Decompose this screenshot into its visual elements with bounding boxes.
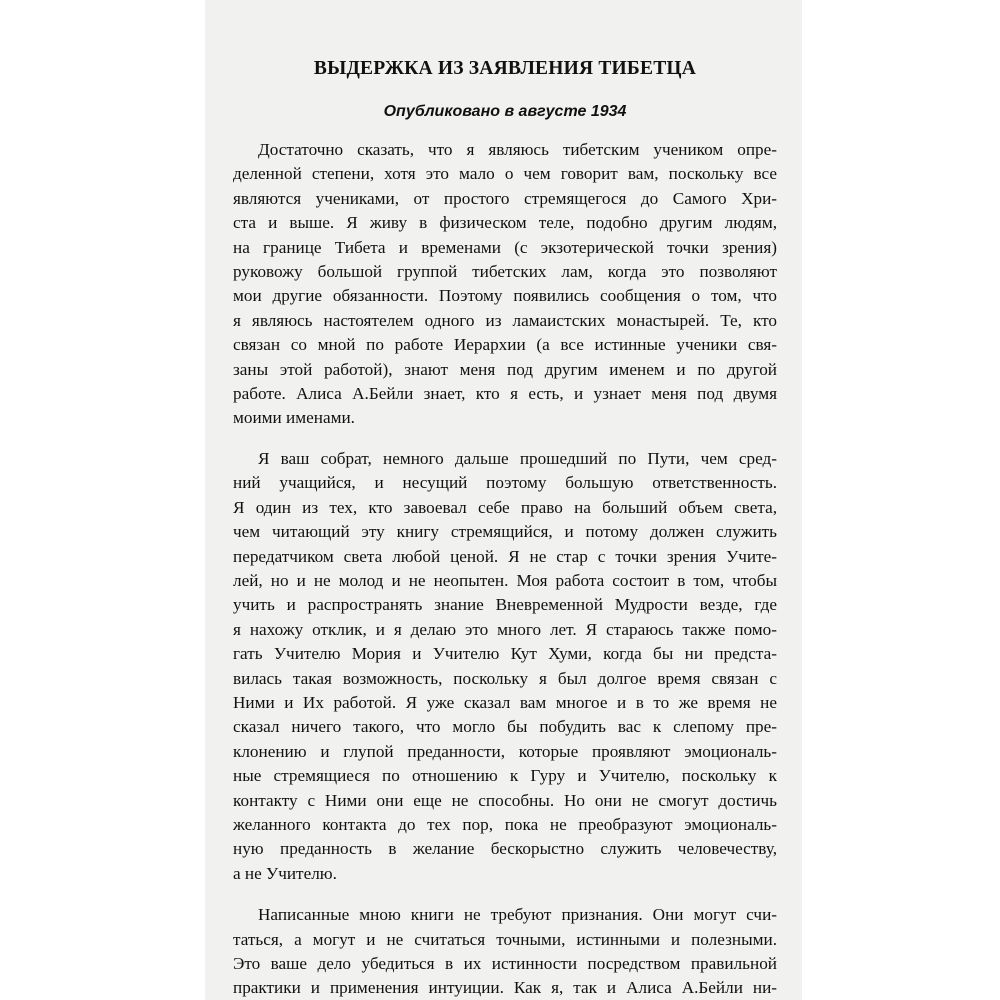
text-line: сказал ничего такого, что могло бы побудить вас к слепому пре- [233, 717, 777, 737]
text-line: таться, а могут и не считаться точными, истинными и полезными. [233, 929, 777, 949]
text-line: моими именами. [233, 408, 355, 428]
paragraph-3 [233, 903, 777, 1000]
text-line: мои другие обязанности. Поэтому появились сообщения о том, что [233, 286, 777, 306]
text-line: связан со мной по работе Иерархии (а все истинные ученики свя- [233, 335, 777, 355]
paragraph-2 [233, 447, 777, 886]
text-line: Достаточно сказать, что я являюсь тибетским учеником опре- [258, 140, 777, 159]
text-line: заны этой работой), знают меня под другим именем и по другой [233, 359, 777, 379]
text-line: Ними и Их работой. Я уже сказал вам многое и в то же время не [233, 692, 777, 712]
text-line: ний учащийся, и несущий поэтому большую ответственность. [233, 473, 777, 493]
text-line: деленной степени, хотя это мало о чем говорит вам, поскольку все [233, 164, 777, 184]
text-line: Написанные мною книги не требуют признания. Они могут счи- [258, 905, 777, 925]
text-line: я нахожу отклик, и я делаю это много лет. Я стараюсь также помо- [233, 619, 777, 639]
text-line: контакту с Ними они еще не способны. Но они не смогут достичь [233, 790, 777, 810]
text-line: вилась такая возможность, поскольку я был долгое время связан с [233, 668, 777, 688]
text-line: практики и применения интуиции. Как я, так и Алиса А.Бейли ни- [233, 978, 777, 998]
text-line: я являюсь настоятелем одного из ламаистских монастырей. Те, кто [233, 310, 777, 330]
text-line: Это ваше дело убедиться в их истинности посредством правильной [233, 954, 777, 973]
text-line: ные стремящиеся по отношению к Гуру и Учителю, поскольку к [233, 766, 777, 786]
text-line: гать Учителю Мория и Учителю Кут Хуми, когда бы ни предста- [233, 644, 777, 664]
text-line: Я ваш собрат, немного дальше прошедший по Пути, чем сред- [258, 448, 777, 468]
text-line: а не Учителю. [233, 863, 337, 883]
text-line: ную преданность в желание бескорыстно служить человечеству, [233, 839, 777, 859]
paragraph-1 [233, 138, 777, 431]
text-line: передатчиком света любой ценой. Я не стар с точки зрения Учите- [233, 546, 777, 566]
text-line: на границе Тибета и временами (с экзотерической точки зрения) [233, 237, 777, 257]
text-line: клонению и глупой преданности, которые проявляют эмоциональ- [233, 741, 777, 761]
text-line: желанного контакта до тех пор, пока не преобразуют эмоциональ- [233, 814, 777, 834]
text-line: учить и распространять знание Вневременной Мудрости везде, где [233, 595, 777, 615]
page-title: ВЫДЕРЖКА ИЗ ЗАЯВЛЕНИЯ ТИБЕТЦА [313, 58, 697, 79]
text-line: являются учениками, от простого стремящегося до Самого Хри- [233, 188, 777, 208]
text-line: лей, но и не молод и не неопытен. Моя работа состоит в том, чтобы [233, 570, 777, 590]
text-line: работе. Алиса А.Бейли знает, кто я есть, и узнает меня под двумя [233, 384, 777, 404]
text-line: чем читающий эту книгу стремящийся, и потому должен служить [233, 522, 777, 542]
publication-date: Опубликовано в августе 1934 [383, 103, 627, 120]
book-page [205, 0, 802, 1000]
text-line: ста и выше. Я живу в физическом теле, подобно другим людям, [233, 213, 777, 233]
text-line: руковожу большой группой тибетских лам, когда это позволяют [233, 262, 777, 282]
text-line: Я один из тех, кто завоевал себе право на больший объем света, [233, 497, 777, 517]
